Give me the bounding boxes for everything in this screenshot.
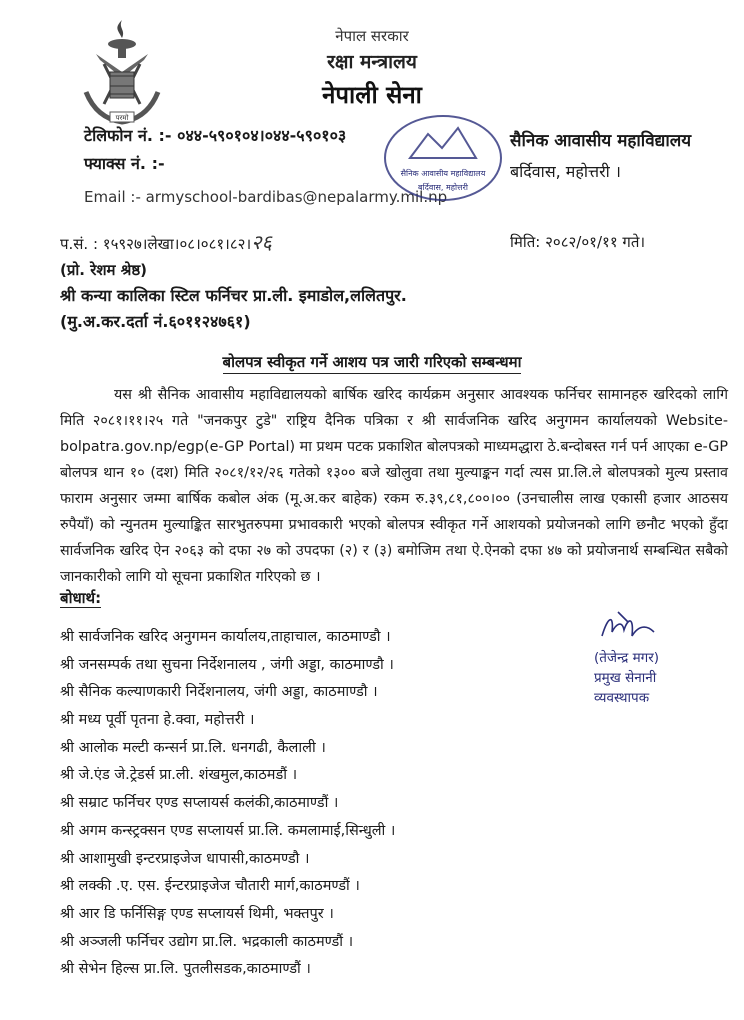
list-item: श्री आशामुखी इन्टरप्राइजेज धापासी,काठमण्डौ । <box>60 850 310 867</box>
letter-date: मिति: २०८२/०१/११ गते। <box>510 233 646 251</box>
seal-text-place: बर्दिवास, महोत्तरी <box>418 183 468 192</box>
list-item: श्री सेभेन हिल्स प्रा.लि. पुतलीसडक,काठमाण्डौं । <box>60 961 311 978</box>
list-item: श्री जे.एंड जे.ट्रेडर्स प्रा.ली. शंखमुल,काठमडौं । <box>60 767 298 784</box>
handwritten-signature-icon <box>594 606 664 646</box>
list-item: श्री सैनिक कल्याणकारी निर्देशनालय, जंगी अड्डा, काठमाण्डौ । <box>60 684 378 701</box>
recipient-attention: (प्रो. रेशम श्रेष्ठ) <box>60 261 148 279</box>
ministry-heading: रक्षा मन्त्रालय <box>327 51 417 73</box>
list-item: श्री आलोक मल्टी कन्सर्न प्रा.लि. धनगढी, कैलाली । <box>60 739 326 756</box>
signatory-rank: प्रमुख सेनानी <box>594 670 657 686</box>
list-item: श्री आर डि फर्निसिङ्ग एण्ड सप्लायर्स थिमी, भक्तपुर । <box>60 905 334 922</box>
government-heading: नेपाल सरकार <box>335 27 409 45</box>
fax-line: फ्याक्स नं. :- <box>84 154 165 173</box>
subject-text: बोलपत्र स्वीकृत गर्ने आशय पत्र जारी गरिएको सम्बन्धमा <box>223 353 522 374</box>
school-seal-icon <box>380 112 506 208</box>
emblem-motto: परमो <box>115 114 129 122</box>
letter-subject <box>0 352 744 372</box>
list-item: श्री अगम कन्स्ट्रक्सन एण्ड सप्लायर्स प्रा.लि. कमलामाई,सिन्धुली । <box>60 822 396 839</box>
list-item: श्री लक्की .ए. एस. ईन्टरप्राइजेज चौतारी मार्ग,काठमण्डौं । <box>60 878 360 895</box>
body-text: यस श्री सैनिक आवासीय महाविद्यालयको बार्षिक खरिद कार्यक्रम अनुसार आवश्यक फर्निचर सामानहरु खरिदको लागि मिति २०८१।११।२५ गते "जनकपुर टुडे" राष्ट्रिय दैनिक पत्रिका र श्री सार्वजनिक खरिद अनुगमन कार्यालयको Website-bolpatra.gov.np/egp(e-GP Portal) मा प्रथम पटक प्रकाशित बोलपत्रको माध्यमद्धारा ठे.बन्दोबस्त गर्न पर्न आएका e-GP बोलपत्र थान १० (दश) मिति २०८१/१२/२६ गतेको १३०० बजे खोलुवा तथा मुल्याङ्कन गर्दा त्यस प्रा.लि.ले बोलपत्रको मुल्य प्रस्ताव फाराम अनुसार जम्मा बार्षिक कबोल अंक (मू.अ.कर बाहेक) रकम रु.३९,८१,८००।०० (उनचालीस लाख एकासी हजार आठसय रुपैयाँ) को न्युनतम मुल्याङ्कित सारभुतरुपमा प्रभावकारी भएको बोलपत्र स्वीकृत गर्ने आशयको प्रयोजनको लागि छनौट भएको हुँदा सार्वजनिक खरिद ऐन २०६३ को दफा २७ को उपदफा (२) र (३) बमोजिम तथा ऐ.ऐनको दफा ४७ को प्रयोजनार्थ सम्बन्धित सबैको जानकारीको लागि यो सूचना प्रकाशित गरिएको छ । <box>60 387 728 585</box>
telephone-line: टेलिफोन नं. :- ०४४-५९०१०४।०४४-५९०१०३ <box>84 126 347 145</box>
school-address: बर्दिवास, महोत्तरी । <box>510 162 621 181</box>
cc-heading-text: बोधार्थ: <box>60 589 102 607</box>
army-heading: नेपाली सेना <box>322 81 422 109</box>
cc-heading <box>60 588 101 608</box>
list-item: श्री अञ्जली फर्निचर उद्योग प्रा.लि. भद्रकाली काठमण्डौं । <box>60 933 354 950</box>
seal-text-name: सैनिक आवासीय महाविद्यालय <box>400 169 486 178</box>
list-item: श्री जनसम्पर्क तथा सुचना निर्देशनालय , जंगी अड्डा, काठमाण्डौ । <box>60 656 394 673</box>
cc-list <box>60 624 395 984</box>
list-item: श्री सार्वजनिक खरिद अनुगमन कार्यालय,ताहाचाल, काठमाण्डौ । <box>60 629 391 645</box>
reference-text: प.सं. : १५९२७।लेखा।०८।०८१।८२। <box>60 235 252 253</box>
list-item: श्री मध्य पूर्वी पृतना हे.क्वा, महोत्तरी । <box>60 712 255 729</box>
reference-handwritten: २६ <box>251 230 272 254</box>
signatory-name: (तेजेन्द्र मगर) <box>594 650 660 666</box>
reference-number <box>60 228 272 255</box>
list-item: श्री सम्राट फर्निचर एण्ड सप्लायर्स कलंकी,काठमाण्डौं । <box>60 795 339 812</box>
letter-body <box>60 382 728 590</box>
recipient-name: श्री कन्या कालिका स्टिल फर्निचर प्रा.ली. इमाडोल,ललितपुर. <box>60 286 407 305</box>
email-line: Email :- armyschool-bardibas@nepalarmy.mil.np <box>84 188 448 206</box>
school-name: सैनिक आवासीय महाविद्यालय <box>510 131 692 151</box>
recipient-pan: (मु.अ.कर.दर्ता नं.६०११२४७६१) <box>60 312 251 331</box>
signatory-title: व्यवस्थापक <box>594 690 650 706</box>
